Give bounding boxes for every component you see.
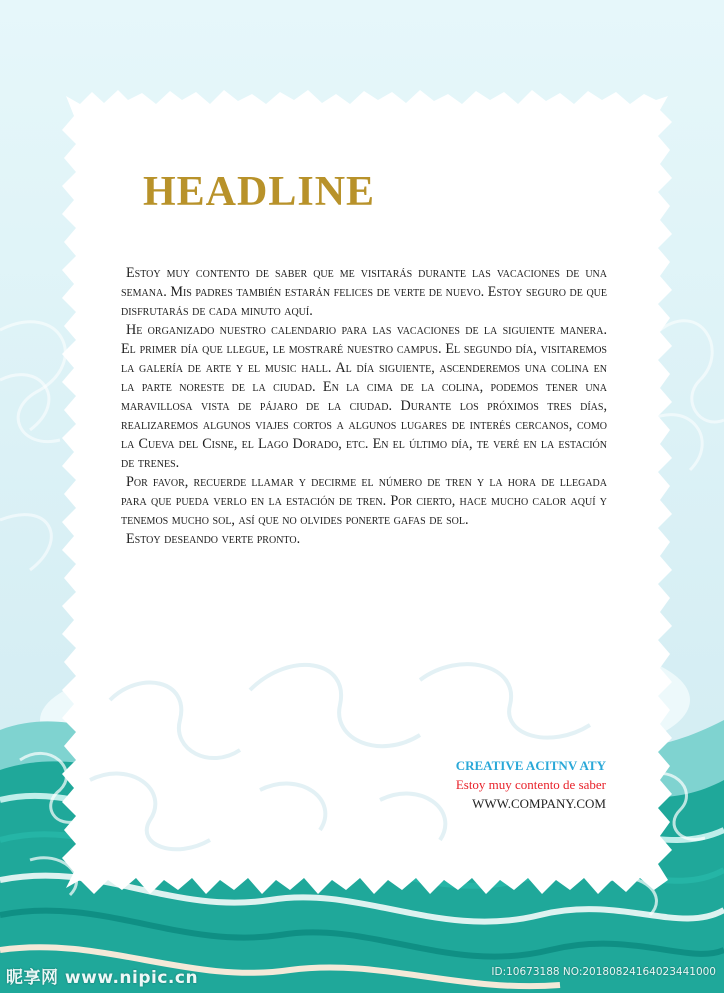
paragraph: Estoy deseando verte pronto. [126,531,301,547]
watermark-logo: 昵享网 www.nipic.cn [6,968,199,988]
footer-tagline: CREATIVE ACITNV ATY [455,758,606,773]
headline: HEADLINE [143,169,376,215]
paragraph: He organizado nuestro calendario para las vacaciones de la siguiente manera. El primer día que llegue, le mostraré nuestro campus. El segundo día, visitaremos la galería de arte y el music hall. Al día siguiente, ascenderemos una colina en la parte noreste de la ciudad. En la cima de la colina, podemos tener una maravillosa vista de pájaro de la ciudad. Durante los próximos tres días, realizaremos algunos viajes cortos a algunos lugares de interés cercanos, como la Cueva del Cisne, el Lago Dorado, etc. En el último día, te veré en la estación de trenes. [121,322,607,471]
footer-website: WWW.COMPANY.COM [472,796,606,811]
paragraph: Estoy muy contento de saber que me visitarás durante las vacaciones de una semana. Mis padres también estarán felices de verte de nuevo. Estoy seguro de que disfrutarás de cada minuto aquí. [121,265,607,319]
footer-subtitle: Estoy muy contento de saber [455,777,606,792]
letter-body [121,264,607,549]
paragraph: Por favor, recuerde llamar y decirme el número de tren y la hora de llegada para que pueda verlo en la estación de tren. Por cierto, hace mucho calor aquí y tenemos mucho sol, así que no olvides ponerte gafas de sol. [121,474,607,528]
watermark-id: ID:10673188 NO:20180824164023441000 [491,966,716,978]
